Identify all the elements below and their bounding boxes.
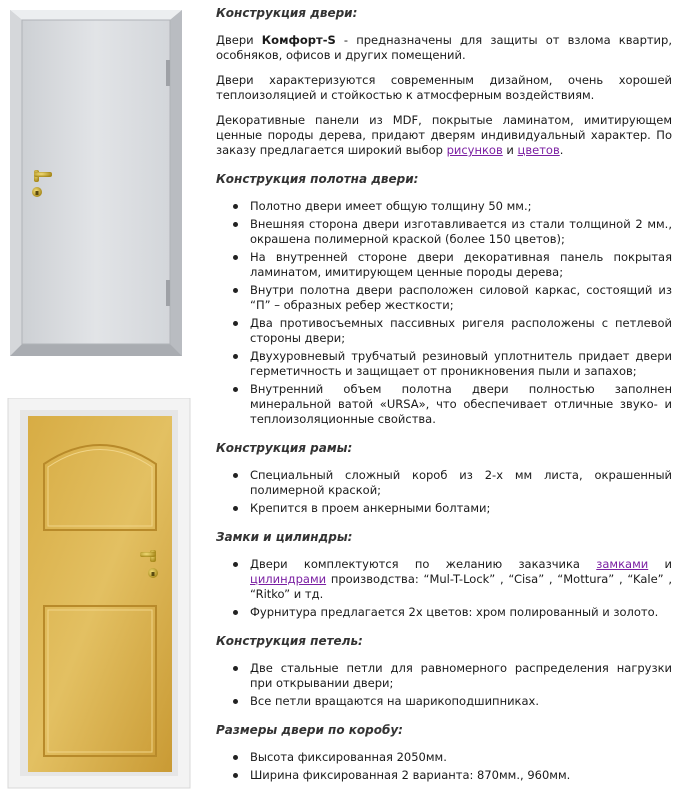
list-item: Внутри полотна двери расположен силовой каркас, состоящий из “П” – образных ребер жесткости; — [250, 283, 672, 312]
leaf-list — [216, 199, 672, 427]
locks-link[interactable]: замками — [596, 557, 649, 571]
list-item: Крепится в проем анкерными болтами; — [250, 501, 672, 516]
patterns-link[interactable]: рисунков — [446, 143, 503, 157]
frame-list — [216, 468, 672, 516]
list-item: Двухуровневый трубчатый резиновый уплотнитель придает двери герметичность и защищает от проникновения пыли и запахов; — [250, 349, 672, 378]
list-item: Две стальные петли для равномерного распределения нагрузки при открывании двери; — [250, 661, 672, 690]
locks-heading: Замки и цилиндры: — [216, 530, 353, 544]
list-item: Высота фиксированная 2050мм. — [250, 750, 672, 765]
door-construction-heading: Конструкция двери: — [216, 6, 358, 20]
hinges-list — [216, 661, 672, 709]
brand-name: Комфорт-S — [261, 33, 336, 47]
locks-list — [216, 557, 672, 620]
list-item: Специальный сложный короб из 2-х мм листа, окрашенный полимерной краской; — [250, 468, 672, 497]
list-item: Два противосъемных пассивных ригеля расположены с петлевой стороны двери; — [250, 316, 672, 345]
list-item: Ширина фиксированная 2 варианта: 870мм., 960мм. — [250, 768, 672, 783]
list-item: Внутренний объем полотна двери полностью заполнен минеральной ватой «URSA», что обеспечивает отличные звуко- и теплоизоляционные свойства. — [250, 382, 672, 426]
list-item: На внутренней стороне двери декоративная панель покрытая ламинатом, имитирующем ценные породы дерева; — [250, 250, 672, 279]
list-item: Фурнитура предлагается 2х цветов: хром полированный и золото. — [250, 605, 672, 620]
intro-paragraph-1: Двери Комфорт-S - предназначены для защиты от взлома квартир, особняков, офисов и других помещений. — [216, 33, 672, 62]
frame-construction-heading: Конструкция рамы: — [216, 441, 353, 455]
intro-paragraph-3: Декоративные панели из MDF, покрытые ламинатом, имитирующем ценные породы дерева, придают дверям индивидуальный характер. По заказу предлагается широкий выбор рисунков и цветов. — [216, 113, 672, 157]
door-images — [0, 0, 200, 800]
list-item: Внешняя сторона двери изготавливается из стали толщиной 2 мм., окрашена полимерной краской (более 150 цветов); — [250, 217, 672, 246]
list-item: Двери комплектуются по желанию заказчика замками и цилиндрами производства: “Mul-T-Lock” , “Cisa” , “Mottura” , “Kale” , “Ritko” и тд. — [250, 557, 672, 601]
sizes-list — [216, 750, 672, 783]
steel-door-image — [0, 10, 186, 358]
leaf-construction-heading: Конструкция полотна двери: — [216, 172, 419, 186]
list-item: Полотно двери имеет общую толщину 50 мм.; — [250, 199, 672, 214]
content — [216, 6, 672, 797]
list-item: Все петли вращаются на шарикоподшипниках. — [250, 694, 672, 709]
intro-paragraph-2: Двери характеризуются современным дизайном, очень хорошей теплоизоляцией и стойкостью к атмосферным воздействиям. — [216, 73, 672, 102]
wood-door-image — [0, 398, 192, 790]
hinges-heading: Конструкция петель: — [216, 634, 363, 648]
colors-link[interactable]: цветов — [517, 143, 560, 157]
sizes-heading: Размеры двери по коробу: — [216, 723, 403, 737]
cylinders-link[interactable]: цилиндрами — [250, 572, 327, 586]
